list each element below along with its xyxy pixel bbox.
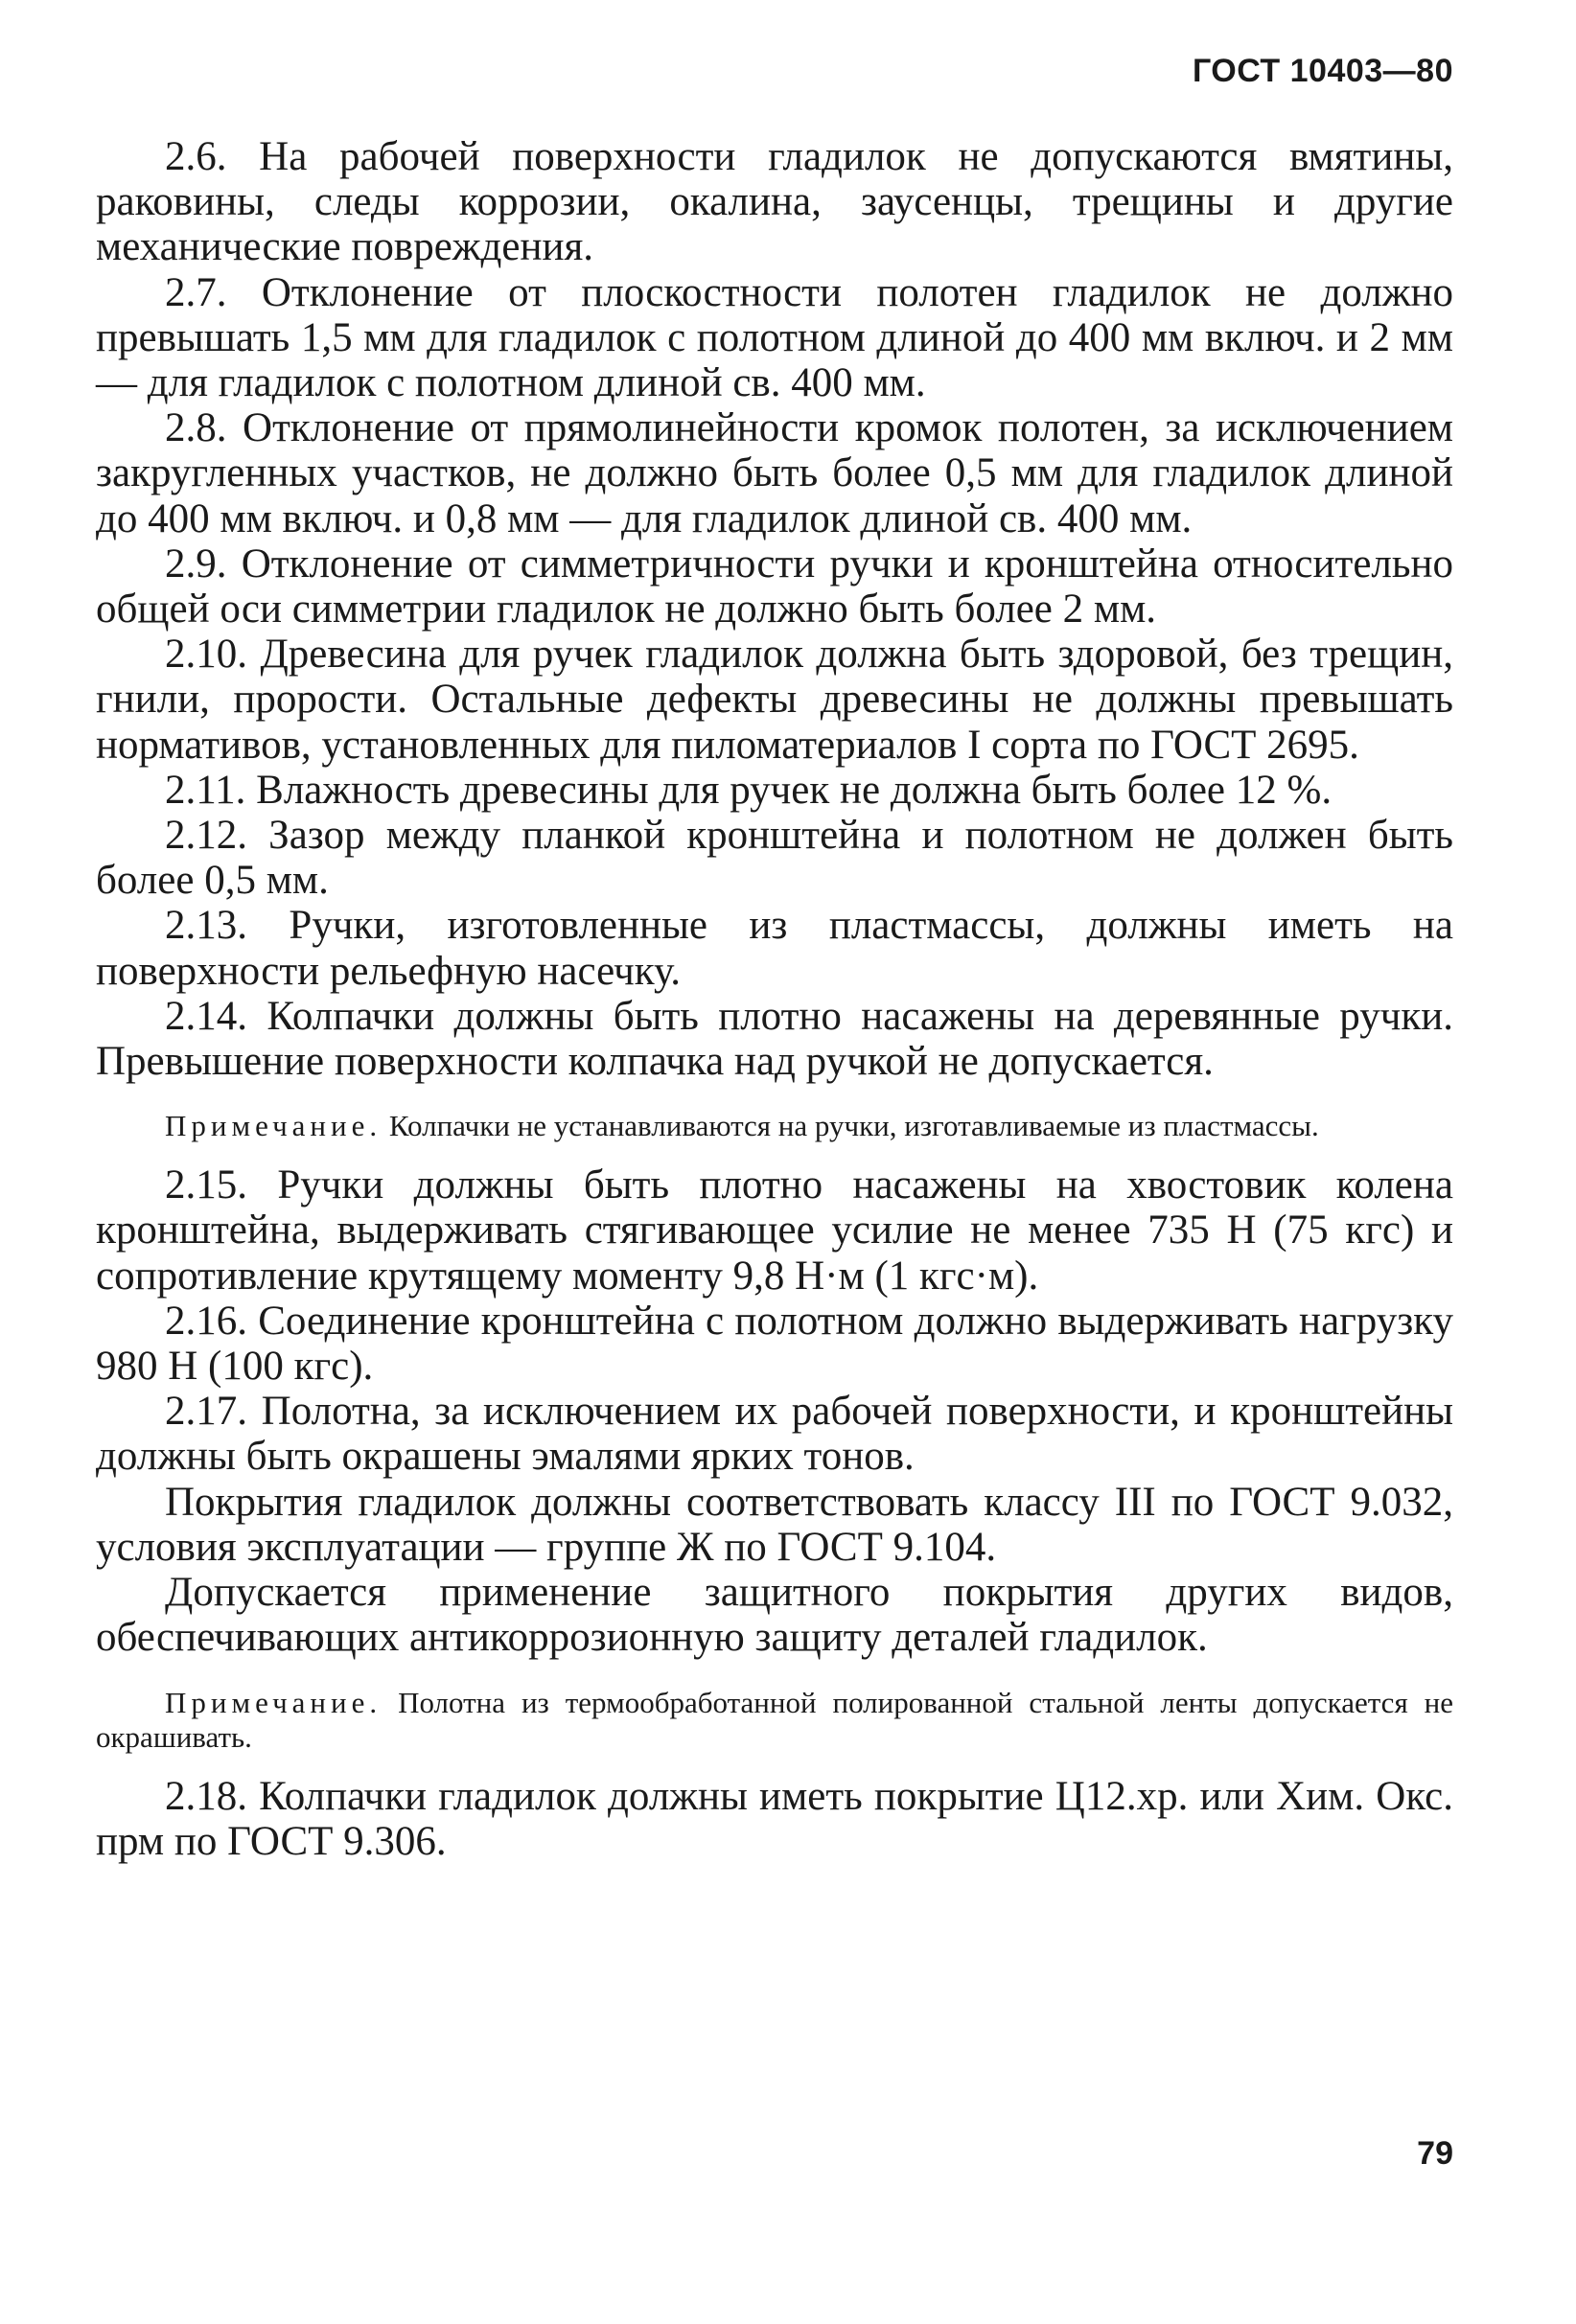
document-code-header: ГОСТ 10403—80 xyxy=(1192,53,1453,89)
clause-2-11: 2.11. Влажность древесины для ручек не должна быть более 12 %. xyxy=(165,767,1333,813)
clause-2-14: 2.14. Колпачки должны быть плотно насажены на деревянные ручки. Превышение поверхности колпачка над ручкой не допускается. xyxy=(96,993,1453,1085)
alternative-coating-paragraph: Допускается применение защитного покрытия других видов, обеспечивающих антикоррозионную защиту деталей гладилок. xyxy=(96,1570,1453,1661)
note-label: Примечание. xyxy=(165,1685,382,1719)
note-text: Колпачки не устанавливаются на ручки, изготавливаемые из пластмассы. xyxy=(388,1109,1319,1143)
clause-2-13: 2.13. Ручки, изготовленные из пластмассы, должны иметь на поверхности рельефную насечку. xyxy=(96,903,1453,994)
page-number: 79 xyxy=(1417,2135,1453,2172)
clause-2-15: 2.15. Ручки должны быть плотно насажены на хвостовик колена кронштейна, выдерживать стягивающее усилие не менее 735 Н (75 кгс) и сопротивление крутящему моменту 9,8 Н·м (1 кгс·м). xyxy=(96,1162,1453,1299)
note-caps-plastic xyxy=(96,1109,1453,1143)
clause-2-10: 2.10. Древесина для ручек гладилок должна быть здоровой, без трещин, гнили, прорости. Остальные дефекты древесины не должны превышать нормативов, установленных для пиломатериалов I сорта по ГОСТ 2695. xyxy=(96,632,1453,768)
clause-2-16: 2.16. Соединение кронштейна с полотном должно выдерживать нагрузку 980 Н (100 кгс). xyxy=(96,1298,1453,1390)
clause-2-18: 2.18. Колпачки гладилок должны иметь покрытие Ц12.хр. или Хим. Окс. прм по ГОСТ 9.306. xyxy=(96,1773,1453,1864)
note-unpainted-blades xyxy=(96,1686,1453,1755)
clause-2-17: 2.17. Полотна, за исключением их рабочей поверхности, и кронштейны должны быть окрашены эмалями ярких тонов. xyxy=(96,1389,1453,1480)
clause-2-6: 2.6. На рабочей поверхности гладилок не допускаются вмятины, раковины, следы коррозии, окалина, заусенцы, трещины и другие механические повреждения. xyxy=(96,134,1453,270)
page-body xyxy=(96,134,1453,1864)
note-label: Примечание. xyxy=(165,1109,382,1143)
clause-2-9: 2.9. Отклонение от симметричности ручки и кронштейна относительно общей оси симметрии гладилок не должно быть более 2 мм. xyxy=(96,541,1453,633)
coating-class-paragraph: Покрытия гладилок должны соответствовать классу III по ГОСТ 9.032, условия эксплуатации — группе Ж по ГОСТ 9.104. xyxy=(96,1479,1453,1570)
clause-2-7: 2.7. Отклонение от плоскостности полотен гладилок не должно превышать 1,5 мм для гладилок с полотном длиной до 400 мм включ. и 2 мм — для гладилок с полотном длиной св. 400 мм. xyxy=(96,269,1453,406)
note-text: Полотна из термообработанной полированной стальной ленты допускается не окрашивать. xyxy=(96,1685,1453,1754)
clause-2-12: 2.12. Зазор между планкой кронштейна и полотном не должен быть более 0,5 мм. xyxy=(96,813,1453,904)
clause-2-8: 2.8. Отклонение от прямолинейности кромок полотен, за исключением закругленных участков, не должно быть более 0,5 мм для гладилок длиной до 400 мм включ. и 0,8 мм — для гладилок длиной св. 400 мм. xyxy=(96,405,1453,541)
